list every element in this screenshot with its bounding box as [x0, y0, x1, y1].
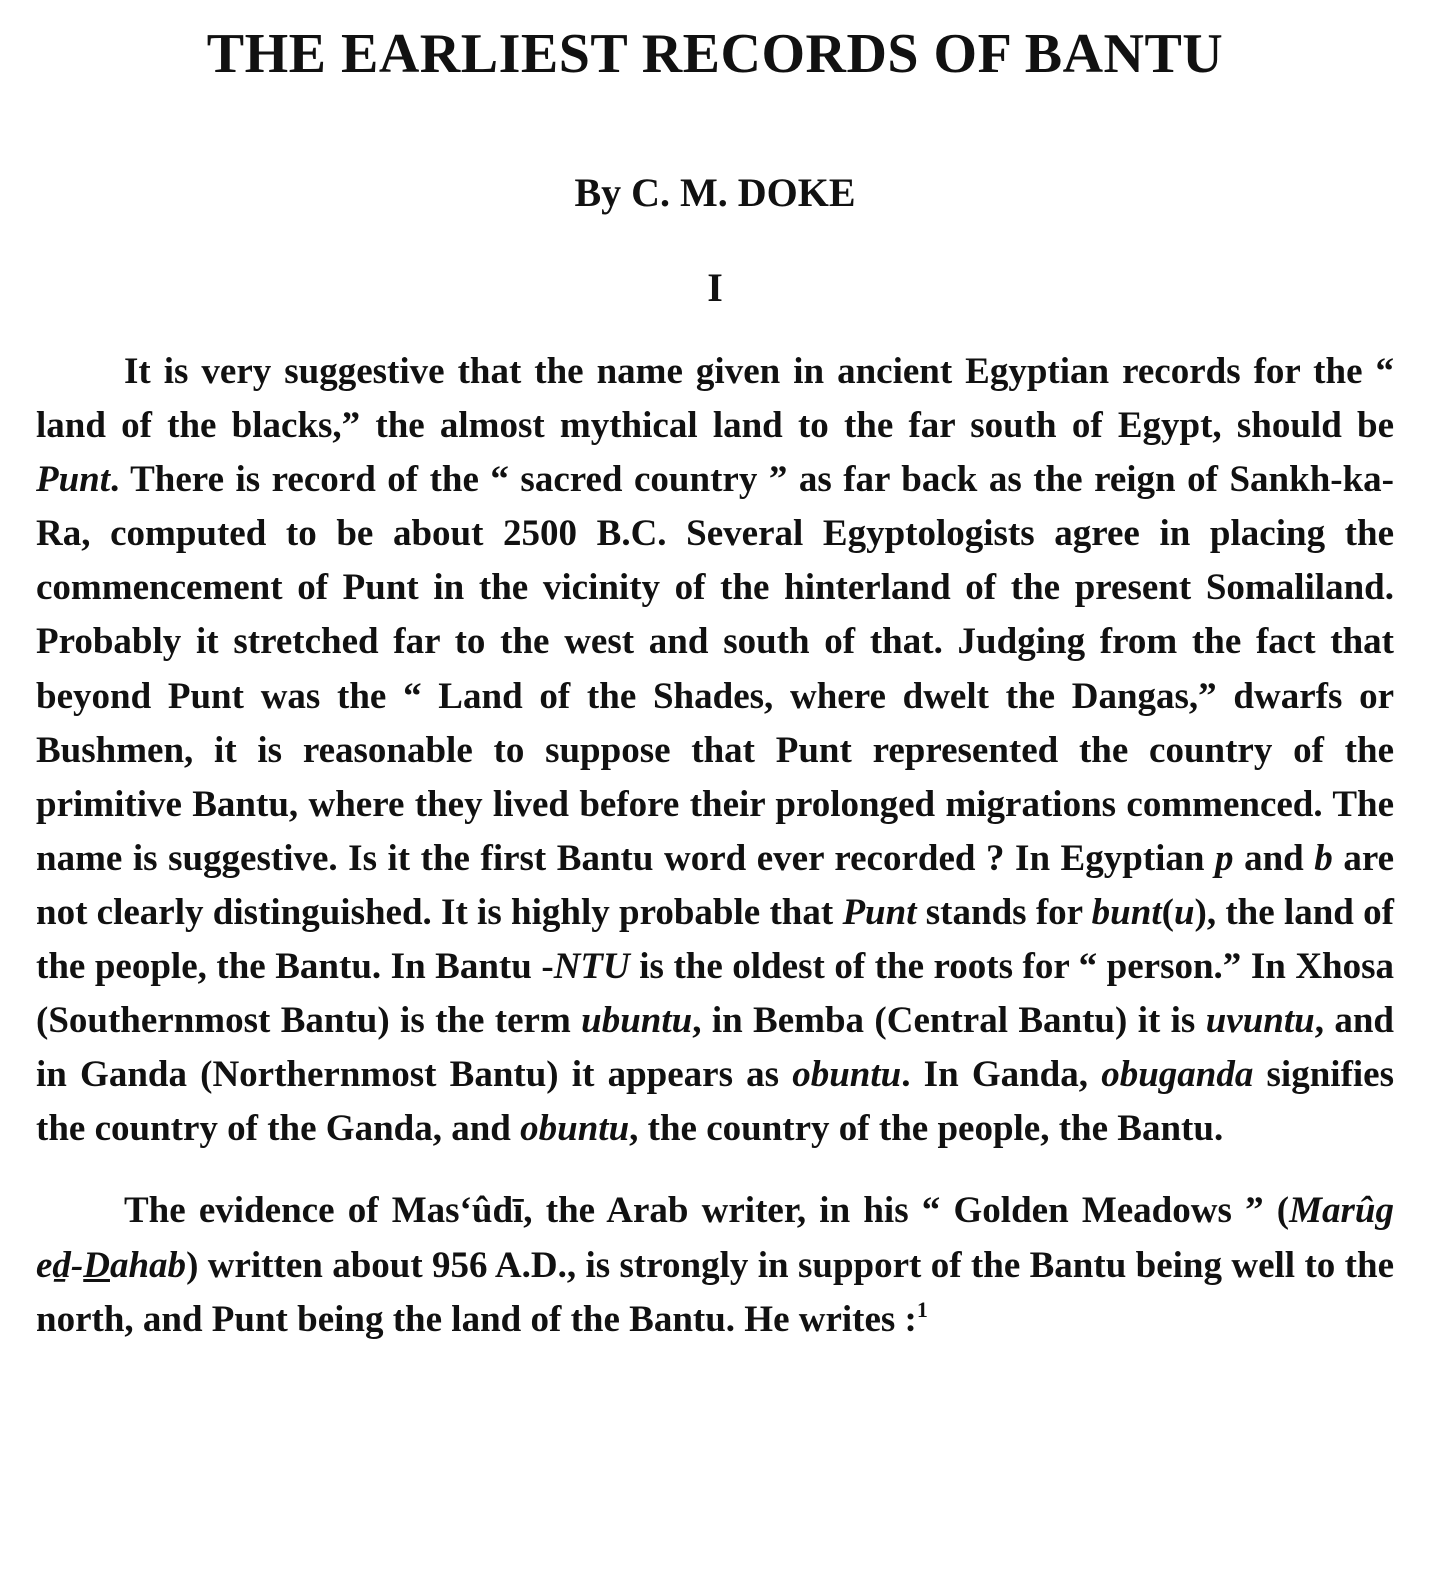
section-number: I: [707, 265, 723, 310]
italic-term: u: [1173, 891, 1195, 933]
italic-term: b: [1314, 837, 1333, 879]
text-run: , the country of the people, the Bantu.: [629, 1108, 1224, 1150]
italic-term: ubuntu: [581, 1000, 693, 1042]
text-run: are not clearly distinguished. It is highly probable that: [36, 837, 1394, 933]
text-run: It is very suggestive that the name given in ancient Egyptian records for the “ land of the blacks,” the almost mythical land to the far south of Egypt, should be: [36, 351, 1394, 447]
text-run: signifies the country of the Ganda, and: [36, 1054, 1394, 1150]
text-run: . There is record of the “ sacred country ” as far back as the reign of Sankh-ka-Ra, computed to be about 2500 B.C. Several Egyptologists agree in placing the commencement of Punt in the vicinity of the hinterland of the present Somaliland. Probably it stretched far to the west and south of that. Judging from the fact that beyond Punt was the “ Land of the Shades, where dwelt the Dangas,” dwarfs or Bushmen, it is reasonable to suppose that Punt represented the country of the primitive Bantu, where they lived before their prolonged migrations commenced. The name is suggestive. Is it the first Bantu word ever recorded ? In Egyptian: [36, 459, 1394, 879]
text-run: , and in Ganda (Northernmost Bantu) it appears as: [36, 1000, 1394, 1096]
italic-term: Marûg eḏ-: [36, 1190, 1394, 1286]
text-run: The evidence of Mas‘ûdī, the Arab writer, in his “ Golden Meadows ” (: [124, 1190, 1290, 1232]
italic-term-underlined: D: [83, 1244, 110, 1286]
italic-term: ahab: [109, 1244, 187, 1286]
italic-term: Punt: [842, 891, 917, 933]
text-run: is the oldest of the roots for “ person.” In Xhosa (Southernmost Bantu) is the term: [36, 946, 1395, 1042]
body-text: [36, 345, 1394, 1347]
text-run: ), the land of the people, the Bantu. In Bantu -: [36, 891, 1394, 988]
italic-term: obuganda: [1101, 1054, 1254, 1096]
footnote-marker[interactable]: 1: [916, 1296, 928, 1322]
italic-term: bunt: [1091, 891, 1162, 933]
text-run: ) written about 956 A.D., is strongly in support of the Bantu being well to the north, and Punt being the land of the Bantu. He writes :: [36, 1244, 1394, 1340]
paragraph-1: [36, 345, 1394, 1156]
italic-term: p: [1215, 837, 1234, 879]
text-run: . In Ganda,: [901, 1054, 1102, 1096]
text-run: , in Bemba (Central Bantu) it is: [692, 1000, 1206, 1042]
text-run: stands for: [916, 891, 1092, 933]
text-run: (: [1161, 891, 1174, 933]
italic-term: Punt: [36, 459, 111, 501]
author-byline: By C. M. DOKE: [574, 170, 856, 215]
page: [36, 18, 1395, 1340]
article-title: THE EARLIEST RECORDS OF BANTU: [206, 23, 1224, 85]
italic-term: obuntu: [520, 1108, 630, 1150]
text-run: and: [1233, 837, 1315, 879]
italic-term: NTU: [553, 946, 630, 988]
italic-term: uvuntu: [1205, 1000, 1315, 1042]
paragraph-2: [36, 1184, 1394, 1346]
italic-term: obuntu: [792, 1054, 902, 1096]
